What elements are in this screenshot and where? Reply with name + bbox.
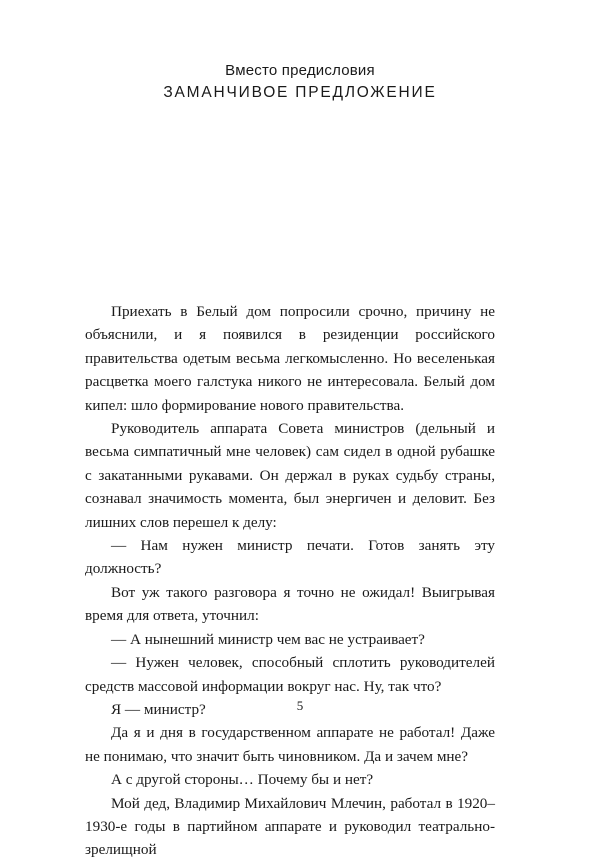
chapter-subtitle: Вместо предисловия xyxy=(225,62,375,79)
page-number: 5 xyxy=(296,698,304,713)
chapter-title: ЗАМАНЧИВОЕ ПРЕДЛОЖЕНИЕ xyxy=(163,84,437,101)
paragraph: Руководитель аппарата Совета министров (дельный и весьма симпатичный мне человек) сам сидел в одной рубашке с закатанными рукавами. Он держал в руках судьбу страны, сознавал значимость момента, был энергичен и деловит. Без лишних слов перешел к делу: xyxy=(85,420,495,531)
paragraph: — А нынешний министр чем вас не устраивает? xyxy=(111,630,425,648)
paragraph: Мой дед, Владимир Михайлович Млечин, работал в 1920–1930-е годы в партийном аппарате и руководил театрально-зрелищной xyxy=(85,794,495,859)
paragraph: Да я и дня в государственном аппарате не работал! Даже не понимаю, что значит быть чиновником. Да и зачем мне? xyxy=(85,724,495,765)
paragraph: — Нужен человек, способный сплотить руководителей средств массовой информации вокруг нас. Ну, так что? xyxy=(85,654,495,695)
paragraph: Вот уж такого разговора я точно не ожидал! Выигрывая время для ответа, уточнил: xyxy=(85,583,495,625)
paragraph: А с другой стороны… Почему бы и нет? xyxy=(111,771,374,789)
paragraph: Я — министр? xyxy=(111,700,206,718)
body-text xyxy=(85,300,495,862)
paragraph: — Нам нужен министр печати. Готов занять эту должность? xyxy=(85,537,495,578)
paragraph: Приехать в Белый дом попросили срочно, причину не объяснили, и я появился в резиденции российского правительства одетым весьма легкомысленно. Но веселенькая расцветка моего галстука никого не интересовала. Белый дом кипел: шло формирование нового правительства. xyxy=(85,303,495,414)
